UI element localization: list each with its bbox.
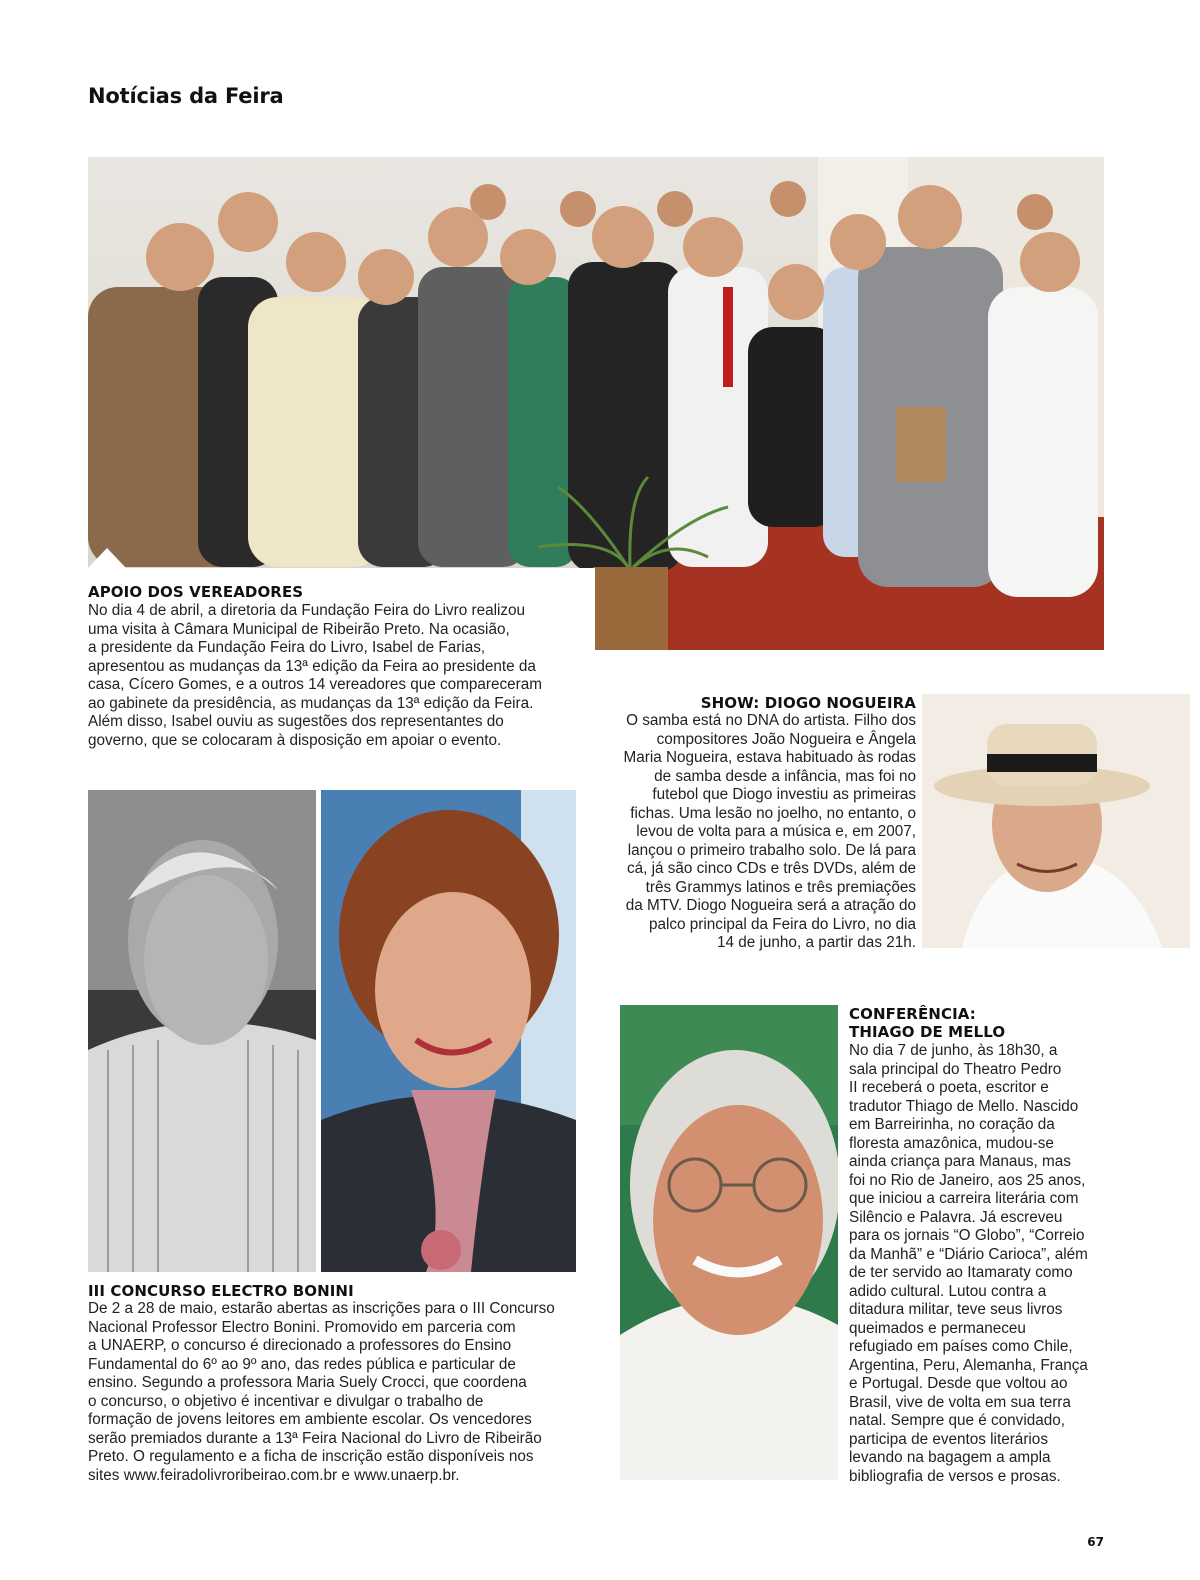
concurso-body: De 2 a 28 de maio, estarão abertas as inscrições para o III Concurso Nacional Professor Electro Bonini. Promovido em parceria com a UNAERP, o concurso é direcionado a professores do Ensino Fundamental do 6º ao 9º ano, das redes pública e particular de ensino. Segundo a professora Maria Suely Crocci, que coordena o concurso, o objetivo é incentivar e divulgar o trabalho de formação de jovens leitores em ambiente escolar. Os vencedores serão premiados durante a 13ª Feira Nacional do Livro de Ribeirão Preto. O regulamento e a ficha de inscrição estão disponíveis nos sites www.feiradolivroribeirao.com.br e www.unaerp.br. [88,1300,555,1484]
conferencia-body: No dia 7 de junho, às 18h30, a sala principal do Theatro Pedro II receberá o poeta, escritor e tradutor Thiago de Mello. Nascido em Barreirinha, no coração da floresta amazônica, mudou-se ainda criança para Manaus, mas foi no Rio de Janeiro, aos 25 anos, que iniciou a carreira literária com Silêncio e Palavra. Já escreveu para os jornais “O Globo”, “Correio da Manhã” e “Diário Carioca”, além de ter servido ao Itamaraty como adido cultural. Lutou contra a ditadura militar, teve seus livros queimados e permaneceu refugiado em países como Chile, Argentina, Peru, Alemanha, França e Portugal. Desde que voltou ao Brasil, vive de volta em sua terra natal. Sempre que é convidado, participa de eventos literários levando na bagagem a ampla bibliografia de versos e prosas. [849,1042,1088,1485]
show-heading: SHOW: DIOGO NOGUEIRA [700,694,916,712]
electro-bonini-photo [88,790,316,1272]
maria-suely-crocci-photo [321,790,576,1272]
conferencia-heading-line2: THIAGO DE MELLO [849,1023,1006,1041]
section-title: Notícias da Feira [88,84,284,108]
apoio-heading: APOIO DOS VEREADORES [88,583,304,601]
apoio-body: No dia 4 de abril, a diretoria da Fundação Feira do Livro realizou uma visita à Câmara Municipal de Ribeirão Preto. Na ocasião, a presidente da Fundação Feira do Livro, Isabel de Farias, apresentou as mudanças da 13ª edição da Feira ao presidente da casa, Cícero Gomes, e a outros 14 vereadores que compareceram ao gabinete da presidência, as mudanças da 13ª edição da Feira. Além disso, Isabel ouviu as sugestões dos representantes do governo, que se colocaram à disposição em apoiar o evento. [88,602,543,749]
show-body: O samba está no DNA do artista. Filho dos compositores João Nogueira e Ângela Maria Nogueira, estava habituado às rodas de samba desde a infância, mas foi no futebol que Diogo investiu as primeiras fichas. Uma lesão no joelho, no entanto, o levou de volta para a música e, em 2007, lançou o primeiro trabalho solo. De lá para cá, já são cinco CDs e três DVDs, além de três Grammys latinos e três premiações da MTV. Diogo Nogueira será a atração do palco principal da Feira do Livro, no dia 14 de junho, a partir das 21h. [623,712,916,951]
conferencia-heading-line1: CONFERÊNCIA: [849,1005,976,1023]
page-number: 67 [1087,1535,1104,1549]
concurso-heading: III CONCURSO ELECTRO BONINI [88,1282,354,1300]
thiago-de-mello-photo [620,1005,838,1480]
diogo-nogueira-photo [922,694,1190,948]
